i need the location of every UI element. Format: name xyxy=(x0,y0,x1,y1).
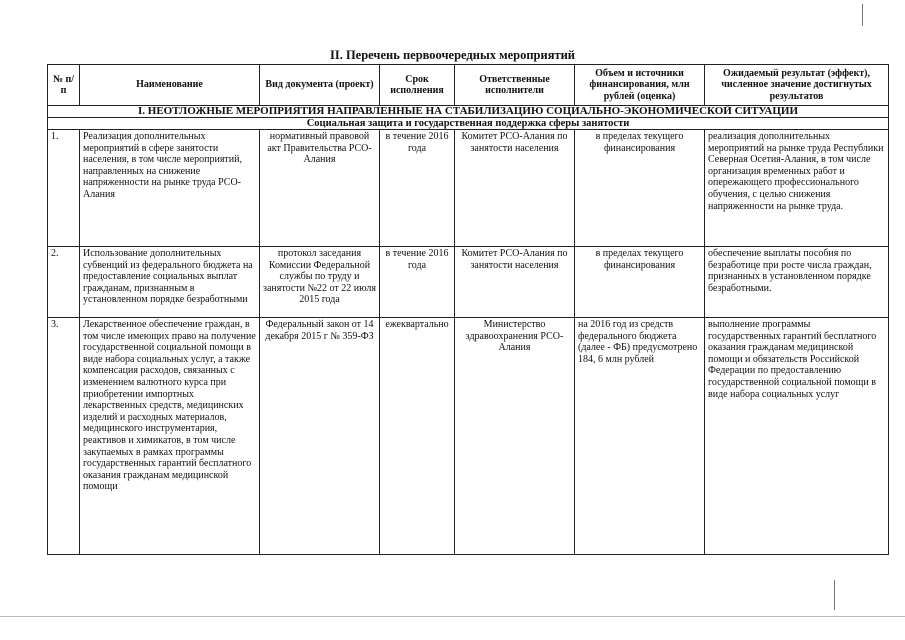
cell-doc-type: протокол заседания Комиссии Федеральной службы по труду и занятости №22 от 22 июля 2015 года xyxy=(260,247,380,318)
cell-responsible: Комитет РСО-Алания по занятости населения xyxy=(455,247,575,318)
cell-num: 3. xyxy=(48,318,80,555)
table-header-row xyxy=(48,65,889,106)
page-title: II. Перечень первоочередных мероприятий xyxy=(329,48,576,62)
cell-funding: в пределах текущего финансирования xyxy=(575,130,705,247)
subsection-title: Социальная защита и государственная поддержка сферы занятости xyxy=(48,118,889,130)
table-row xyxy=(48,247,889,318)
cell-name: Реализация дополнительных мероприятий в сфере занятости населения, в том числе мероприятий, направленных на снижение напряженности на рынке труда РСО-Алания xyxy=(80,130,260,247)
section-row xyxy=(48,106,889,118)
subsection-row xyxy=(48,118,889,130)
cell-name: Лекарственное обеспечение граждан, в том числе имеющих право на получение государственной социальной помощи в виде набора социальных услуг, а также компенсация расходов, связанных с изменением валютного курса при приобретении импортных лекарственных средств, медицинских изделий и расходных материалов, медицинского инструментария, реактивов и химикатов, в том числе закупаемых в рамках программы государственных гарантий бесплатного оказания гражданам медицинской помощи xyxy=(80,318,260,555)
cell-num: 1. xyxy=(48,130,80,247)
cell-result: реализация дополнительных мероприятий на рынке труда Республики Северная Осетия-Алания, в том числе организация временных работ и опережающего профессионального обучения, с целью снижения напряженности на рынке труда. xyxy=(705,130,889,247)
header-result: Ожидаемый результат (эффект), численное значение достигнутых результатов xyxy=(705,65,889,106)
cell-result: выполнение программы государственных гарантий бесплатного оказания гражданам медицинской помощи и обязательств Российской Федерации по предоставлению государственной социальной помощи в виде набора социальных услуг xyxy=(705,318,889,555)
cell-funding: в пределах текущего финансирования xyxy=(575,247,705,318)
cell-responsible: Министерство здравоохранения РСО-Алания xyxy=(455,318,575,555)
header-num: № п/п xyxy=(48,65,80,106)
scan-artifact xyxy=(834,580,835,610)
scan-edge-line xyxy=(0,616,905,617)
cell-num: 2. xyxy=(48,247,80,318)
table-row xyxy=(48,318,889,555)
header-responsible: Ответственные исполнители xyxy=(455,65,575,106)
table-row xyxy=(48,130,889,247)
cell-deadline: в течение 2016 года xyxy=(380,130,455,247)
cell-name: Использование дополнительных субвенций из федерального бюджета на предоставление социальных выплат гражданам, признанным в установленном порядке безработными xyxy=(80,247,260,318)
cell-deadline: ежеквартально xyxy=(380,318,455,555)
measures-table xyxy=(47,64,889,555)
cell-doc-type: нормативный правовой акт Правительства РСО-Алания xyxy=(260,130,380,247)
cell-result: обеспечение выплаты пособия по безработице при росте числа граждан, признанных в установленном порядке безработными. xyxy=(705,247,889,318)
header-deadline: Срок исполнения xyxy=(380,65,455,106)
header-name: Наименование xyxy=(80,65,260,106)
section-title: I. НЕОТЛОЖНЫЕ МЕРОПРИЯТИЯ НАПРАВЛЕННЫЕ НА СТАБИЛИЗАЦИЮ СОЦИАЛЬНО-ЭКОНОМИЧЕСКОЙ СИТУАЦИИ xyxy=(48,106,889,118)
cell-responsible: Комитет РСО-Алания по занятости населения xyxy=(455,130,575,247)
cell-doc-type: Федеральный закон от 14 декабря 2015 г № 359-ФЗ xyxy=(260,318,380,555)
header-doc-type: Вид документа (проект) xyxy=(260,65,380,106)
cell-deadline: в течение 2016 года xyxy=(380,247,455,318)
cell-funding: на 2016 год из средств федерального бюджета (далее - ФБ) предусмотрено 184, 6 млн рублей xyxy=(575,318,705,555)
scan-artifact xyxy=(862,4,863,26)
header-funding: Объем и источники финансирования, млн рублей (оценка) xyxy=(575,65,705,106)
